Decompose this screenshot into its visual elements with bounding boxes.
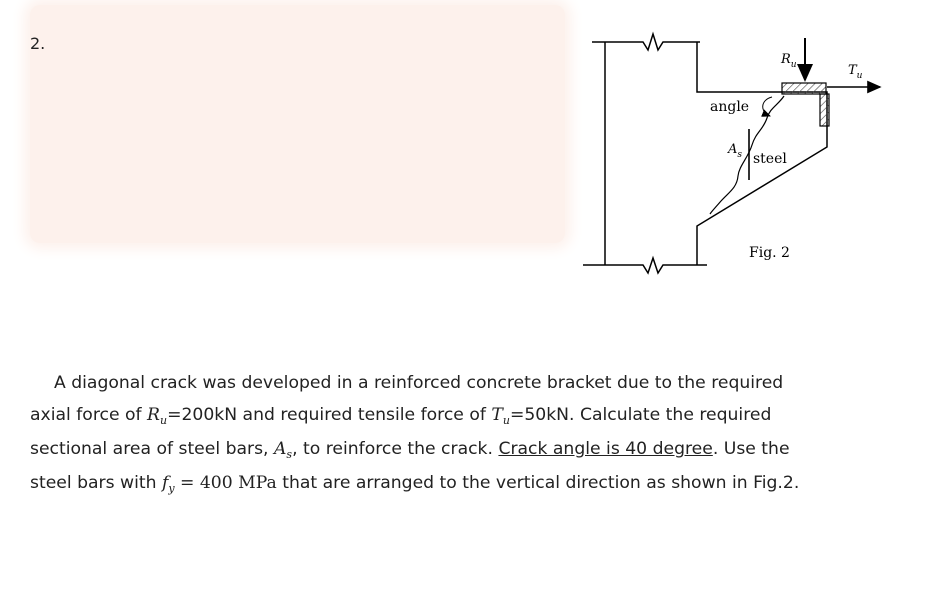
redaction-overlay (30, 5, 565, 243)
tu-label: $T_u$ (848, 63, 863, 81)
problem-line-4: steel bars with $f_y = 400$ MPa that are arranged to the vertical direction as shown in Fig.2. (30, 473, 800, 495)
bearing-plate (782, 83, 826, 94)
problem-line-1: A diagonal crack was developed in a reinforced concrete bracket due to the required (54, 373, 784, 393)
question-number: 2. (30, 34, 46, 53)
angle-leg (820, 94, 829, 126)
bracket-figure (575, 30, 905, 290)
ru-label: $R_u$ (781, 52, 797, 70)
as-label: $A_s$ (728, 142, 743, 160)
steel-label: steel (753, 151, 787, 167)
problem-line-2: axial force of $R_u=200kN$ and required tensile force of $T_u=50kN$. Calculate the required (30, 405, 772, 427)
problem-line-3: sectional area of steel bars, $A_s$, to reinforce the crack. Crack angle is 40 degree. Use the (30, 439, 790, 461)
angle-label: angle (710, 99, 750, 115)
angle-arc (763, 97, 772, 116)
figure-caption: Fig. 2 (749, 245, 790, 261)
crack-angle-note: Crack angle is 40 degree (498, 439, 713, 459)
problem-statement (30, 367, 888, 501)
